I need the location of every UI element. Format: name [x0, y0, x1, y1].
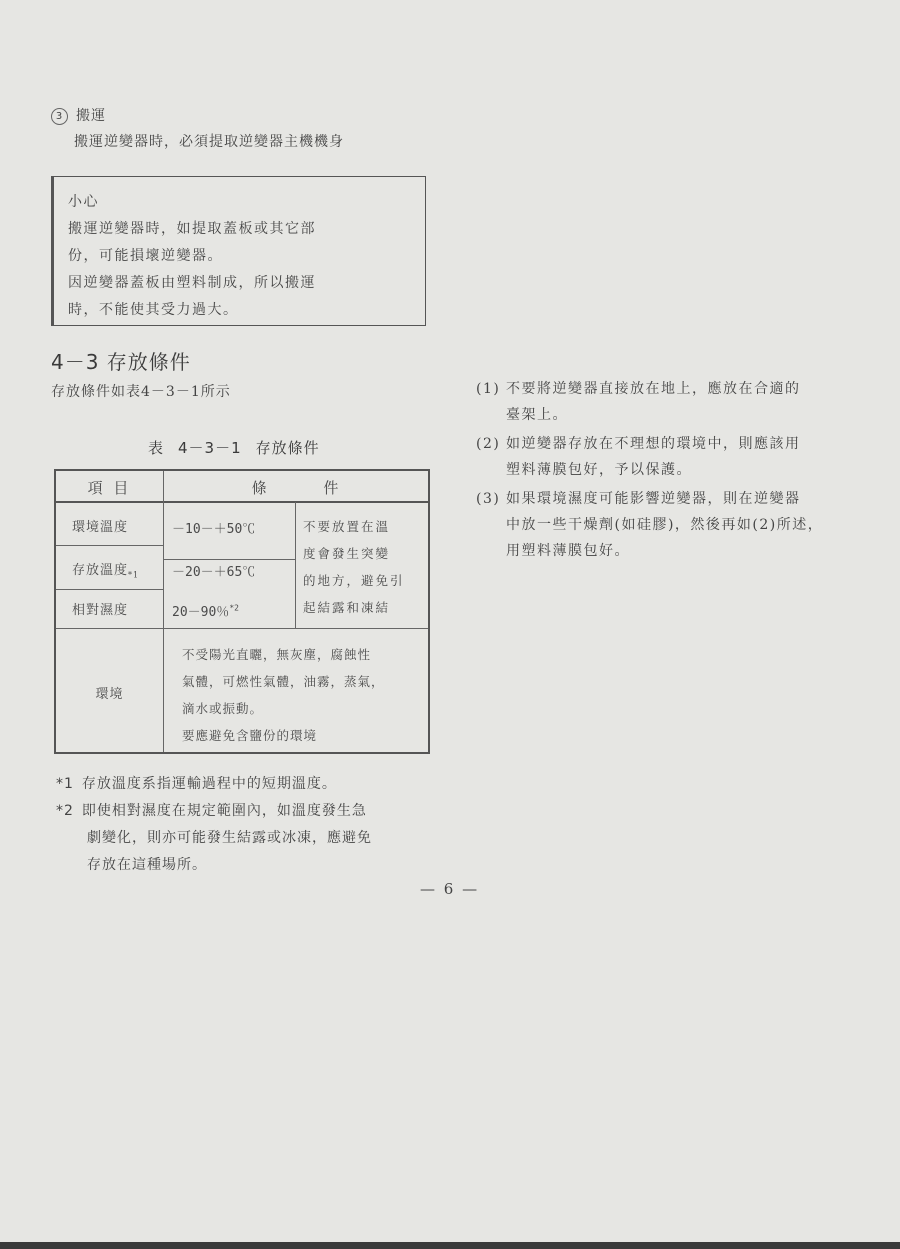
- table-env-conditions: [182, 641, 385, 749]
- list-item-number: (2): [476, 436, 501, 452]
- list-item: [476, 376, 866, 428]
- section-heading: 4－3 存放條件: [51, 350, 191, 374]
- footnote: [56, 798, 372, 879]
- storage-instructions-list: [476, 376, 866, 567]
- caution-title: 小心: [68, 194, 99, 210]
- scan-bottom-edge: [0, 1242, 900, 1249]
- list-item: [476, 431, 866, 483]
- merged-note-line: 的地方，避免引: [303, 573, 405, 588]
- section-title-text: 搬運: [76, 108, 106, 124]
- storage-conditions-table: [54, 469, 430, 754]
- merged-note-line: 起結露和凍結: [303, 600, 391, 615]
- table-row-item-text: 存放溫度: [72, 563, 129, 578]
- table-row-value: －20－＋65℃: [172, 565, 256, 580]
- list-item-text: 如逆變器存放在不理想的環境中，則應該用: [506, 436, 801, 452]
- footnote-text: 劇變化，則亦可能發生結露或冰凍，應避免: [87, 830, 372, 846]
- circled-number: 3: [51, 108, 68, 125]
- footnote-mark: *2: [56, 803, 74, 819]
- merged-note-line: 度會發生突變: [303, 546, 391, 561]
- table-row-item: [72, 559, 139, 580]
- footnote-mark: *1: [128, 570, 140, 580]
- footnote-mark: *1: [56, 776, 74, 792]
- caution-line: 份，可能損壞逆變器。: [68, 248, 223, 264]
- table-row-item: 環境溫度: [72, 520, 129, 535]
- list-item-text: 不要將逆變器直接放在地上，應放在合適的: [506, 381, 801, 397]
- footnote-text: 即使相對濕度在規定範圍內，如溫度發生急: [81, 803, 367, 819]
- table-row-item: 相對濕度: [72, 603, 129, 618]
- list-item-number: (3): [476, 491, 501, 507]
- table-merged-note: [303, 513, 405, 621]
- table-row-value: －10－＋50℃: [172, 522, 256, 537]
- table-caption-number: 4－3－1: [178, 439, 242, 457]
- list-item: [476, 486, 866, 564]
- intro-text: 存放條件如表4－3－1所示: [51, 384, 231, 400]
- table-caption-label: 表: [148, 439, 165, 457]
- caution-line: 時，不能使其受力過大。: [68, 302, 239, 318]
- merged-note-line: 不要放置在溫: [303, 519, 391, 534]
- list-item-text: 中放一些干燥劑(如硅膠)，然後再如(2)所述，: [506, 517, 824, 533]
- table-row-value-text: 20－90％: [172, 605, 230, 620]
- table-header-item: 項 目: [87, 479, 132, 497]
- table-row-value: [172, 601, 239, 620]
- footnote-text: 存放溫度系指運輸過程中的短期溫度。: [81, 776, 337, 792]
- caution-box: [51, 176, 426, 326]
- page-number: — 6 —: [420, 880, 480, 898]
- caution-line: 因逆變器蓋板由塑料制成，所以搬運: [68, 275, 316, 291]
- env-line: 滴水或振動。: [182, 701, 264, 716]
- table-header-condition: 條 件: [251, 479, 340, 497]
- section-3-title: [51, 104, 106, 128]
- env-line: 不受陽光直曬，無灰塵，腐蝕性: [182, 647, 372, 662]
- section-3-body: 搬運逆變器時，必須提取逆變器主機機身: [74, 134, 344, 150]
- table-caption-title: 存放條件: [255, 439, 320, 457]
- footnote: [56, 771, 337, 798]
- env-line: 氣體，可燃性氣體，油霧，蒸氣，: [182, 674, 385, 689]
- table-env-label: 環境: [95, 687, 124, 702]
- table-caption: [148, 437, 334, 458]
- caution-line: 搬運逆變器時，如提取蓋板或其它部: [68, 221, 316, 237]
- footnote-mark: *2: [229, 603, 239, 613]
- list-item-number: (1): [476, 381, 501, 397]
- list-item-text: 塑料薄膜包好，予以保護。: [506, 462, 692, 478]
- list-item-text: 臺架上。: [506, 407, 568, 423]
- footnote-text: 存放在這種場所。: [87, 857, 207, 873]
- list-item-text: 用塑料薄膜包好。: [506, 543, 630, 559]
- list-item-text: 如果環境濕度可能影響逆變器，則在逆變器: [506, 491, 801, 507]
- env-line: 要應避免含鹽份的環境: [182, 728, 318, 743]
